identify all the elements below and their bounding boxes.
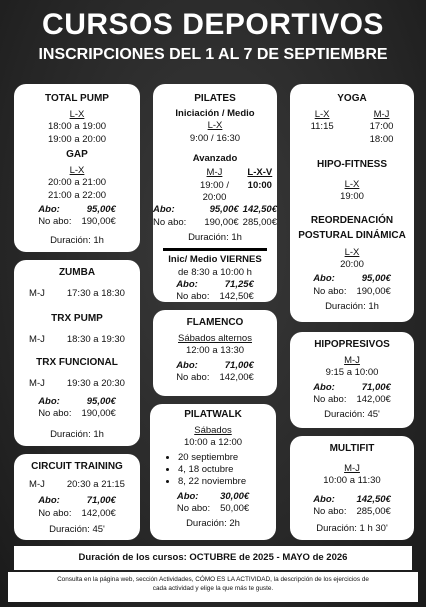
course-days: M-J bbox=[344, 463, 360, 474]
page-subtitle: INSCRIPCIONES DEL 1 AL 7 DE SEPTIEMBRE bbox=[38, 46, 388, 63]
card-pilatwalk bbox=[150, 404, 276, 540]
course-title: CIRCUIT TRAINING bbox=[31, 461, 123, 472]
price-label: No abo: bbox=[176, 503, 211, 515]
course-days: L-X bbox=[314, 109, 330, 120]
course-time: 19:00 a 20:00 bbox=[47, 133, 107, 145]
price-label: No abo: bbox=[38, 408, 72, 420]
course-time: de 8:30 a 10:00 h bbox=[178, 266, 252, 278]
date-item: • 4, 18 octubre bbox=[178, 464, 276, 476]
footer-note bbox=[8, 572, 418, 602]
course-level: Inic/ Medio VIERNES bbox=[168, 254, 262, 266]
price-label: No abo: bbox=[313, 506, 347, 518]
course-time: 12:00 a 13:30 bbox=[185, 345, 245, 357]
price-value: 95,00€ bbox=[86, 396, 116, 408]
course-days: M-J bbox=[373, 109, 390, 120]
price-label: No abo: bbox=[38, 216, 72, 228]
price-value: 142,50€ bbox=[356, 493, 391, 505]
course-title: ZUMBA bbox=[58, 267, 96, 278]
course-title: HIPOPRESIVOS bbox=[314, 339, 390, 350]
card-pilates bbox=[153, 84, 277, 302]
price-value: 142,50€ bbox=[219, 291, 254, 303]
card-flamenco bbox=[153, 310, 277, 396]
course-time: 19:00 / 20:00 bbox=[199, 179, 229, 204]
card-circuit-training bbox=[14, 454, 140, 540]
price-value: 95,00€ bbox=[86, 204, 116, 216]
card-hipopresivos bbox=[290, 332, 414, 428]
course-days: L-X bbox=[344, 246, 360, 258]
courses-duration-banner: Duración de los cursos: OCTUBRE de 2025 - MAYO de 2026 bbox=[14, 546, 412, 570]
price-value: 142,00€ bbox=[81, 507, 116, 519]
date-list bbox=[150, 452, 276, 489]
price-label: No abo: bbox=[313, 285, 347, 297]
course-days: M-J bbox=[29, 479, 45, 490]
course-time: 20:30 a 21:15 bbox=[66, 479, 125, 490]
course-time: 20:00 bbox=[340, 259, 364, 271]
price-label: Abo: bbox=[38, 204, 60, 216]
course-title: MULTIFIT bbox=[329, 443, 375, 454]
course-title: FLAMENCO bbox=[186, 317, 244, 328]
course-days: M-J bbox=[344, 355, 360, 366]
course-time: 17:30 a 18:30 bbox=[66, 288, 125, 299]
course-days: L-X bbox=[344, 179, 360, 191]
course-title: TRX PUMP bbox=[51, 313, 103, 325]
date-item: • 8, 22 noviembre bbox=[178, 476, 276, 488]
price-label: Abo: bbox=[38, 396, 60, 408]
price-label: No abo: bbox=[176, 372, 210, 384]
course-duration: Duración: 1h bbox=[325, 301, 379, 313]
course-title: PILATES bbox=[194, 93, 236, 104]
price-value: 190,00€ bbox=[204, 216, 239, 228]
price-value: 142,00€ bbox=[356, 394, 391, 406]
course-title: PILATWALK bbox=[184, 409, 242, 420]
course-title: REORDENACIÓN bbox=[310, 214, 394, 226]
course-time: 9:15 a 10:00 bbox=[325, 367, 379, 379]
price-label: Abo: bbox=[176, 490, 199, 502]
price-label: Abo: bbox=[313, 493, 335, 505]
card-zumba-trx bbox=[14, 260, 140, 446]
course-duration: Duración: 1 h 30' bbox=[316, 523, 388, 535]
course-time: 19:00 bbox=[340, 191, 364, 203]
price-label: Abo: bbox=[313, 381, 335, 393]
price-value: 95,00€ bbox=[209, 204, 239, 216]
price-label: Abo: bbox=[153, 204, 175, 216]
course-duration: Duración: 1h bbox=[188, 232, 242, 244]
price-value: 71,00€ bbox=[224, 359, 254, 371]
course-title: TOTAL PUMP bbox=[45, 93, 109, 104]
course-time: 18:30 a 19:30 bbox=[66, 334, 125, 346]
price-value: 190,00€ bbox=[356, 285, 391, 297]
course-level: Avanzado bbox=[192, 153, 238, 165]
course-time: 20:00 a 21:00 bbox=[47, 177, 107, 189]
price-label: No abo: bbox=[176, 291, 210, 303]
footer-note-line: Consulta en la página web, sección Actividades, CÓMO ES LA ACTIVIDAD, la descripción de los ejercicios de bbox=[57, 576, 369, 583]
price-value: 142,50€ bbox=[242, 204, 277, 216]
price-value: 71,00€ bbox=[86, 495, 116, 507]
divider bbox=[163, 248, 267, 251]
price-value: 142,00€ bbox=[219, 372, 254, 384]
price-value: 30,00€ bbox=[220, 490, 250, 502]
course-duration: Duración: 2h bbox=[186, 518, 240, 530]
course-time: 21:00 a 22:00 bbox=[47, 189, 107, 201]
course-days: M-J bbox=[29, 288, 45, 299]
course-title: HIPO-FITNESS bbox=[316, 159, 387, 171]
card-yoga-hipofitness-reordenacion bbox=[290, 84, 414, 322]
price-value: 190,00€ bbox=[81, 216, 116, 228]
course-days: L-X-V bbox=[247, 167, 273, 179]
course-duration: Duración: 45' bbox=[324, 409, 380, 421]
course-level: Iniciación / Medio bbox=[175, 108, 255, 119]
page-title: CURSOS DEPORTIVOS bbox=[42, 8, 384, 41]
course-title: GAP bbox=[66, 149, 88, 161]
course-time: 18:00 bbox=[369, 133, 394, 145]
course-title: POSTURAL DINÁMICA bbox=[298, 229, 406, 241]
course-time: 17:00 bbox=[369, 121, 394, 133]
course-days: L-X bbox=[69, 165, 85, 177]
price-value: 285,00€ bbox=[356, 506, 391, 518]
price-label: No abo: bbox=[313, 394, 347, 406]
price-value: 50,00€ bbox=[220, 503, 250, 515]
course-time: 10:00 a 11:30 bbox=[323, 475, 381, 487]
course-duration: Duración: 1h bbox=[50, 428, 104, 440]
course-duration: Duración: 1h bbox=[50, 234, 104, 246]
price-label: No abo: bbox=[153, 216, 187, 228]
course-days: Sábados alternos bbox=[178, 333, 252, 344]
course-time: 10:00 a 12:00 bbox=[183, 437, 243, 449]
date-item: • 20 septiembre bbox=[178, 452, 276, 464]
price-label: Abo: bbox=[313, 273, 335, 285]
course-days: Sábados bbox=[194, 425, 232, 436]
course-time: 10:00 bbox=[247, 179, 272, 191]
course-title: TRX FUNCIONAL bbox=[36, 356, 118, 368]
price-value: 71,00€ bbox=[361, 381, 391, 393]
course-days: M-J bbox=[29, 334, 45, 346]
course-time: 19:30 a 20:30 bbox=[66, 377, 125, 389]
course-time: 9:00 / 16:30 bbox=[189, 132, 241, 144]
course-duration: Duración: 45' bbox=[49, 524, 105, 536]
course-days: L-X bbox=[69, 109, 85, 120]
price-label: No abo: bbox=[38, 507, 72, 519]
course-time: 11:15 bbox=[310, 121, 334, 133]
footer-note-line: cada actividad y elige la que más te guste. bbox=[152, 585, 274, 592]
price-label: Abo: bbox=[176, 279, 198, 291]
course-time: 18:00 a 19:00 bbox=[47, 121, 107, 133]
card-total-pump-gap bbox=[14, 84, 140, 252]
course-days: M-J bbox=[29, 377, 45, 389]
price-label: Abo: bbox=[38, 495, 60, 507]
price-label: Abo: bbox=[176, 359, 198, 371]
course-days: L-X bbox=[207, 120, 223, 132]
card-multifit bbox=[290, 436, 414, 540]
price-value: 190,00€ bbox=[81, 408, 116, 420]
course-title: YOGA bbox=[337, 93, 367, 104]
course-days: M-J bbox=[206, 167, 223, 179]
price-value: 95,00€ bbox=[361, 273, 391, 285]
price-value: 71,25€ bbox=[224, 279, 254, 291]
price-value: 285,00€ bbox=[242, 216, 277, 228]
